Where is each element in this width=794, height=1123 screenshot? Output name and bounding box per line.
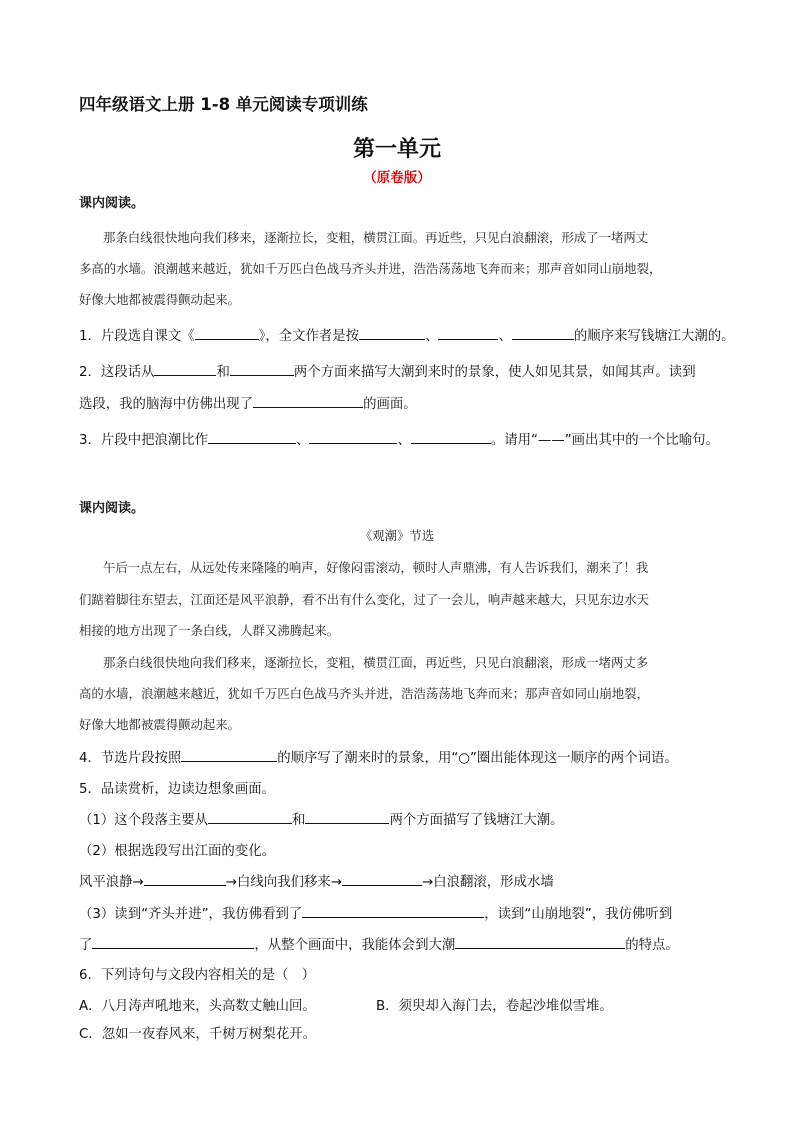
question-5-sub3-line2 xyxy=(79,934,679,953)
question-3 xyxy=(79,429,719,448)
passage1-line: 那条白线很快地向我们移来，逐渐拉长，变粗，横贯江面。再近些，只见白浪翻滚，形成了一堵两丈 xyxy=(103,230,649,245)
unit-title: 第一单元 xyxy=(352,137,441,162)
passage2-line: 午后一点左右，从远处传来隆隆的响声，好像闷雷滚动，顿时人声鼎沸，有人告诉我们，潮来了！我 xyxy=(103,560,649,575)
q2-text: 和 xyxy=(216,365,230,380)
q4-text: 的顺序写了潮来时的景象，用“○”圈出能体现这一顺序的两个词语。 xyxy=(277,751,678,766)
passage1-line: 多高的水墙。浪潮越来越近，犹如千万匹白色战马齐头并进，浩浩荡荡地飞奔而来；那声音如同山崩地裂， xyxy=(79,261,662,276)
q5-text: 和 xyxy=(292,813,306,828)
question-5-flow xyxy=(79,871,554,890)
answer-blank[interactable] xyxy=(359,325,425,340)
q5-text: →白线向我们移来→ xyxy=(225,875,342,890)
answer-blank[interactable] xyxy=(302,903,484,918)
answer-blank[interactable] xyxy=(305,809,389,824)
version-subtitle: （原卷版） xyxy=(363,170,431,186)
option-b[interactable]: B．须臾却入海门去，卷起沙堆似雪堆。 xyxy=(376,999,613,1014)
passage-title: 《观潮》节选 xyxy=(359,528,435,543)
passage2-line: 相接的地方出现了一条白线，人群又沸腾起来。 xyxy=(79,623,340,638)
q5-text: （1）这个段落主要从 xyxy=(79,813,209,828)
answer-blank[interactable] xyxy=(144,871,226,886)
q1-text: 1．片段选自课文《 xyxy=(79,329,195,344)
answer-blank[interactable] xyxy=(154,361,216,376)
q2-text: 的画面。 xyxy=(363,397,417,412)
q1-text: 、 xyxy=(425,329,439,344)
q3-text: 3．片段中把浪潮比作 xyxy=(79,433,209,448)
answer-blank[interactable] xyxy=(411,429,491,444)
q2-text: 两个方面来描写大潮到来时的景象，使人如见其景，如闻其声。读到 xyxy=(293,365,696,380)
question-5-sub1 xyxy=(79,809,564,828)
question-5-sub2: （2）根据选段写出江面的变化。 xyxy=(79,844,275,859)
question-1 xyxy=(79,325,735,344)
passage1-line: 好像大地都被震得颤动起来。 xyxy=(79,292,241,307)
option-c[interactable]: C．忽如一夜春风来，千树万树梨花开。 xyxy=(79,1027,316,1042)
question-2-line2 xyxy=(79,393,417,412)
q5-text: 两个方面描写了钱塘江大潮。 xyxy=(389,813,564,828)
answer-blank[interactable] xyxy=(253,393,363,408)
q2-text: 2．这段话从 xyxy=(79,365,155,380)
q5-text: ，从整个画面中，我能体会到大潮 xyxy=(254,938,456,953)
answer-blank[interactable] xyxy=(208,429,296,444)
answer-blank[interactable] xyxy=(230,361,294,376)
q1-text: 、 xyxy=(498,329,512,344)
question-5: 5．品读赏析，边读边想象画面。 xyxy=(79,782,275,797)
q1-text: 的顺序来写钱塘江大潮的。 xyxy=(573,329,735,344)
answer-blank[interactable] xyxy=(438,325,498,340)
q5-text: 了 xyxy=(79,938,93,953)
answer-blank[interactable] xyxy=(309,429,397,444)
section2-label: 课内阅读。 xyxy=(79,501,145,516)
answer-blank[interactable] xyxy=(92,934,254,949)
option-a[interactable]: A．八月涛声吼地来，头高数丈触山回。 xyxy=(79,999,316,1014)
q3-text: 、 xyxy=(296,433,310,448)
answer-blank[interactable] xyxy=(342,871,422,886)
passage2-line: 好像大地都被震得颤动起来。 xyxy=(79,717,241,732)
passage2-line: 高的水墙，浪潮越来越近，犹如千万匹白色战马齐头并进，浩浩荡荡地飞奔而来；那声音如同山崩地裂， xyxy=(79,686,649,701)
question-4 xyxy=(79,747,678,766)
q2-text: 选段，我的脑海中仿佛出现了 xyxy=(79,397,254,412)
q3-text: 。请用“——”画出其中的一个比喻句。 xyxy=(490,433,719,448)
answer-blank[interactable] xyxy=(181,747,277,762)
q5-text: （3）读到“齐头并进”，我仿佛看到了 xyxy=(79,907,303,922)
question-5-sub3 xyxy=(79,903,672,922)
passage2-line: 们踮着脚往东望去，江面还是风平浪静，看不出有什么变化，过了一会儿，响声越来越大，只见东边水天 xyxy=(79,592,649,607)
q5-text: 风平浪静→ xyxy=(79,875,144,890)
q5-text: →白浪翻滚，形成水墙 xyxy=(421,875,554,890)
section1-label: 课内阅读。 xyxy=(79,196,145,211)
answer-blank[interactable] xyxy=(208,809,292,824)
question-2 xyxy=(79,361,696,380)
answer-blank[interactable] xyxy=(455,934,625,949)
q5-text: 的特点。 xyxy=(625,938,679,953)
answer-blank[interactable] xyxy=(512,325,574,340)
answer-blank[interactable] xyxy=(195,325,259,340)
worksheet-heading: 四年级语文上册 1-8 单元阅读专项训练 xyxy=(79,95,368,114)
question-6: 6．下列诗句与文段内容相关的是（ ） xyxy=(79,968,316,983)
passage2-line: 那条白线很快地向我们移来，逐渐拉长，变粗，横贯江面，再近些，只见白浪翻滚，形成一堵两丈多 xyxy=(103,655,649,670)
q4-text: 4．节选片段按照 xyxy=(79,751,182,766)
q1-text: 》，全文作者是按 xyxy=(258,329,360,344)
q5-text: ，读到“山崩地裂”，我仿佛听到 xyxy=(484,907,673,922)
q3-text: 、 xyxy=(397,433,411,448)
